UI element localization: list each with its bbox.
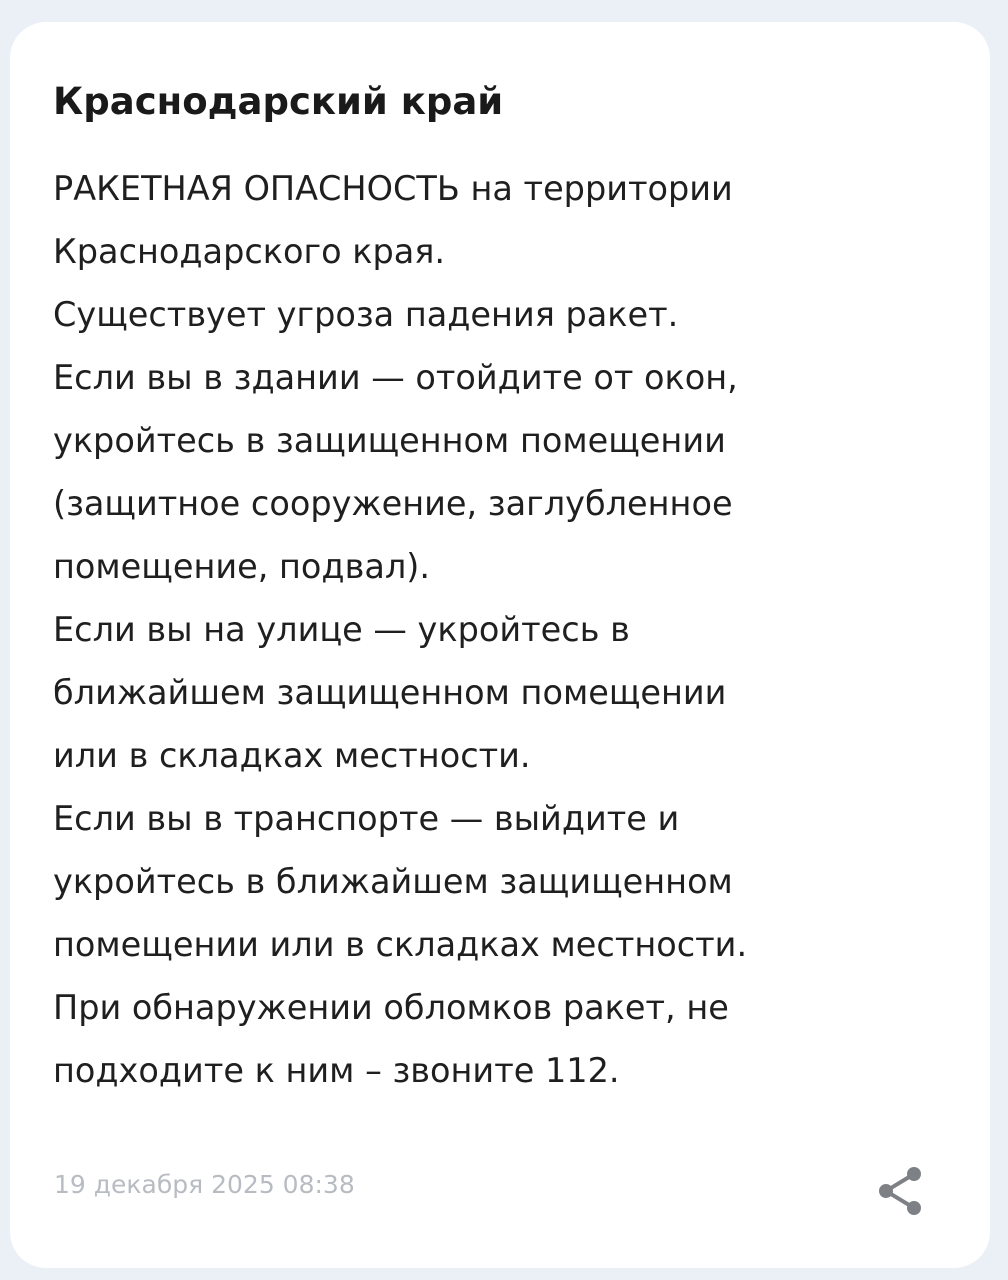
post-body-line: помещение, подвал). bbox=[53, 547, 430, 586]
post-body-line: При обнаружении обломков ракет, не bbox=[53, 988, 729, 1027]
post-body-line: помещении или в складках местности. bbox=[53, 925, 748, 964]
post-body-line: укройтесь в ближайшем защищенном bbox=[53, 862, 733, 901]
share-icon bbox=[872, 1162, 928, 1220]
post-body bbox=[53, 157, 747, 1102]
post-card bbox=[10, 22, 990, 1268]
post-title: Краснодарский край bbox=[53, 80, 504, 123]
post-body-line: или в складках местности. bbox=[53, 736, 531, 775]
post-body-line: укройтесь в защищенном помещении bbox=[53, 421, 726, 460]
post-body-line: Если вы на улице — укройтесь в bbox=[53, 610, 630, 649]
share-button[interactable] bbox=[872, 1162, 928, 1220]
post-body-line: ближайшем защищенном помещении bbox=[53, 673, 727, 712]
post-body-line: подходите к ним – звоните 112. bbox=[53, 1051, 620, 1090]
post-body-line: РАКЕТНАЯ ОПАСНОСТЬ на территории bbox=[53, 169, 733, 208]
post-timestamp: 19 декабря 2025 08:38 bbox=[54, 1170, 355, 1199]
post-body-line: Если вы в здании — отойдите от окон, bbox=[53, 358, 738, 397]
post-body-line: Если вы в транспорте — выйдите и bbox=[53, 799, 680, 838]
post-body-line: Краснодарского края. bbox=[53, 232, 446, 271]
post-body-line: Существует угроза падения ракет. bbox=[53, 295, 679, 334]
post-body-line: (защитное сооружение, заглубленное bbox=[53, 484, 733, 523]
